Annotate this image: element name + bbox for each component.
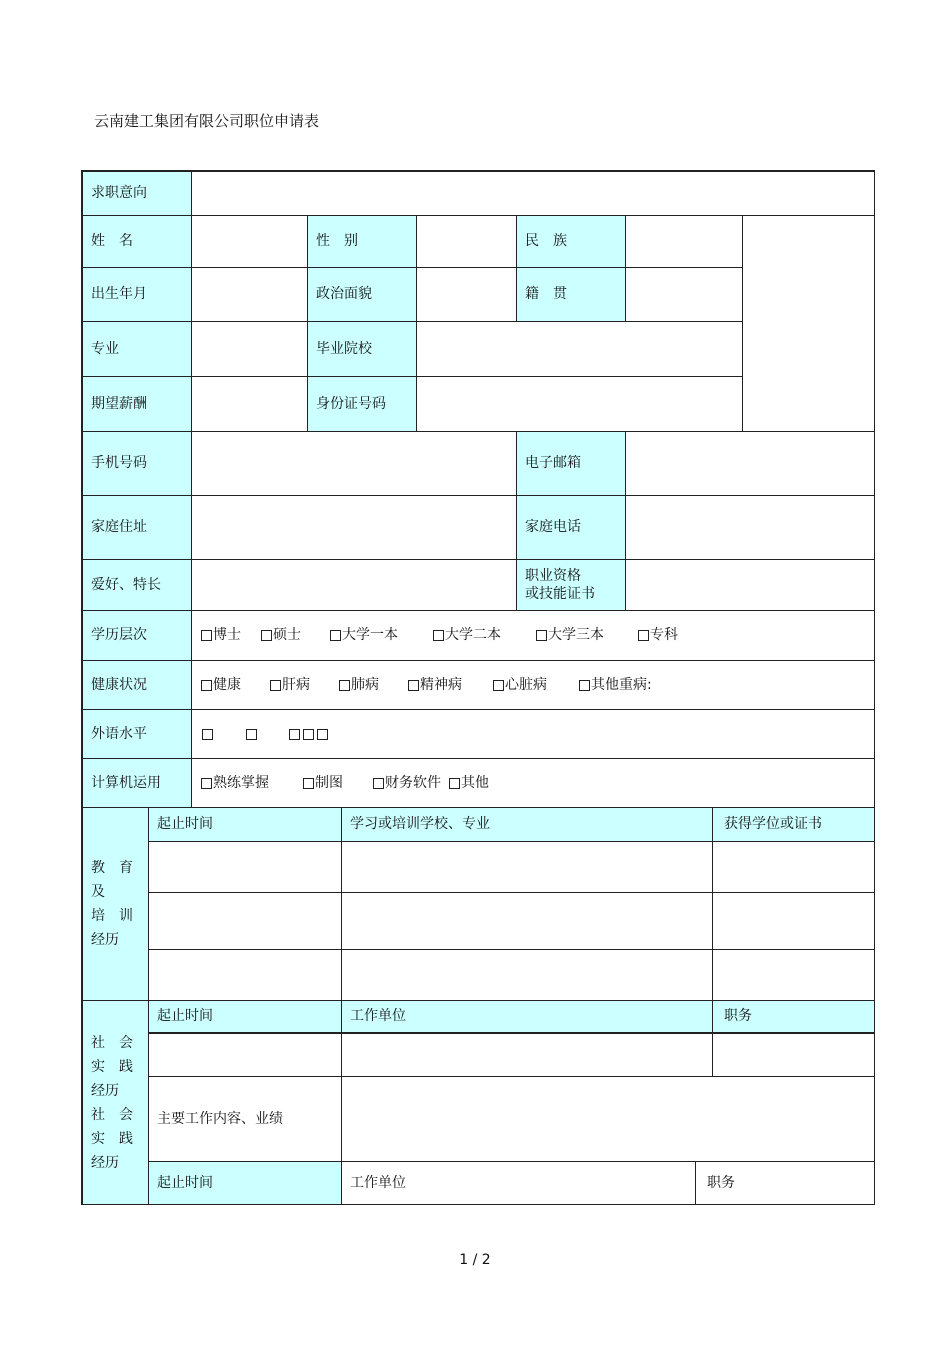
education-level-options	[191, 610, 875, 661]
salary-field[interactable]	[191, 376, 308, 432]
education-option-tier2[interactable]: 大学二本	[433, 626, 501, 644]
school-field[interactable]	[416, 321, 743, 377]
practice-row-1-position[interactable]	[712, 1033, 875, 1077]
health-option-lung[interactable]: 肺病	[339, 676, 379, 694]
edu-row-1-degree[interactable]	[712, 841, 875, 893]
edu-row-3-degree[interactable]	[712, 949, 875, 1001]
health-option-other[interactable]: 其他重病:	[579, 676, 652, 694]
id-number-label: 身份证号码	[307, 376, 417, 432]
checkbox-icon[interactable]	[289, 729, 300, 740]
education-section-label: 教 育 及 培 训 经历	[82, 807, 149, 1001]
education-option-tier3[interactable]: 大学三本	[536, 626, 604, 644]
home-phone-label: 家庭电话	[516, 495, 626, 560]
native-place-field[interactable]	[625, 267, 743, 322]
checkbox-icon[interactable]	[579, 680, 590, 691]
language-options	[191, 709, 875, 759]
computer-options	[191, 758, 875, 808]
practice-row-1-employer[interactable]	[341, 1033, 713, 1077]
gender-field[interactable]	[416, 215, 517, 268]
education-option-master[interactable]: 硕士	[261, 626, 301, 644]
practice-header2-period: 起止时间	[148, 1161, 342, 1205]
gender-label: 性 别	[307, 215, 417, 268]
checkbox-icon[interactable]	[536, 630, 547, 641]
politics-label: 政治面貌	[307, 267, 417, 322]
education-level-label: 学历层次	[82, 610, 192, 661]
language-label: 外语水平	[82, 709, 192, 759]
checkbox-icon[interactable]	[449, 778, 460, 789]
health-label: 健康状况	[82, 660, 192, 710]
practice-row-1-period[interactable]	[148, 1033, 342, 1077]
certificate-label-line1: 职业资格	[525, 567, 581, 584]
name-label: 姓 名	[82, 215, 192, 268]
checkbox-icon[interactable]	[201, 680, 212, 691]
salary-label: 期望薪酬	[82, 376, 192, 432]
photo-area[interactable]	[742, 215, 875, 432]
job-intent-label: 求职意向	[82, 171, 192, 216]
practice-header2-position: 职务	[695, 1161, 875, 1205]
checkbox-icon[interactable]	[270, 680, 281, 691]
document-title: 云南建工集团有限公司职位申请表	[94, 112, 320, 130]
home-phone-field[interactable]	[625, 495, 875, 560]
major-field[interactable]	[191, 321, 308, 377]
practice-header-employer: 工作单位	[341, 1000, 713, 1034]
certificate-label	[516, 559, 626, 611]
checkbox-icon[interactable]	[408, 680, 419, 691]
checkbox-icon[interactable]	[261, 630, 272, 641]
edu-header-period: 起止时间	[148, 807, 342, 842]
name-field[interactable]	[191, 215, 308, 268]
education-option-tier1[interactable]: 大学一本	[330, 626, 398, 644]
main-work-label: 主要工作内容、业绩	[148, 1076, 342, 1162]
edu-row-1-school[interactable]	[341, 841, 713, 893]
edu-header-degree: 获得学位或证书	[712, 807, 875, 842]
health-options	[191, 660, 875, 710]
health-option-heart[interactable]: 心脏病	[493, 676, 547, 694]
computer-option-finance[interactable]: 财务软件	[373, 774, 441, 792]
health-option-mental[interactable]: 精神病	[408, 676, 462, 694]
birth-label: 出生年月	[82, 267, 192, 322]
major-label: 专业	[82, 321, 192, 377]
checkbox-icon[interactable]	[201, 630, 212, 641]
practice-header-position: 职务	[712, 1000, 875, 1034]
checkbox-icon[interactable]	[317, 729, 328, 740]
practice-section-label: 社 会 实 践 经历 社 会 实 践 经历	[82, 1000, 149, 1205]
edu-row-2-degree[interactable]	[712, 892, 875, 950]
computer-option-other[interactable]: 其他	[449, 774, 489, 792]
hobbies-field[interactable]	[191, 559, 517, 611]
checkbox-icon[interactable]	[339, 680, 350, 691]
health-option-healthy[interactable]: 健康	[201, 676, 241, 694]
computer-option-drafting[interactable]: 制图	[303, 774, 343, 792]
job-intent-field[interactable]	[191, 171, 875, 216]
ethnicity-label: 民 族	[516, 215, 626, 268]
school-label: 毕业院校	[307, 321, 417, 377]
edu-row-2-school[interactable]	[341, 892, 713, 950]
checkbox-icon[interactable]	[433, 630, 444, 641]
email-field[interactable]	[625, 431, 875, 496]
birth-field[interactable]	[191, 267, 308, 322]
id-number-field[interactable]	[416, 376, 743, 432]
politics-field[interactable]	[416, 267, 517, 322]
computer-option-proficient[interactable]: 熟练掌握	[201, 774, 269, 792]
address-field[interactable]	[191, 495, 517, 560]
education-option-junior-college[interactable]: 专科	[638, 626, 678, 644]
page-number: 1 / 2	[459, 1252, 491, 1268]
checkbox-icon[interactable]	[303, 778, 314, 789]
checkbox-icon[interactable]	[201, 778, 212, 789]
checkbox-icon[interactable]	[638, 630, 649, 641]
ethnicity-field[interactable]	[625, 215, 743, 268]
mobile-label: 手机号码	[82, 431, 192, 496]
address-label: 家庭住址	[82, 495, 192, 560]
education-option-doctor[interactable]: 博士	[201, 626, 241, 644]
native-place-label: 籍 贯	[516, 267, 626, 322]
practice-header2-employer: 工作单位	[341, 1161, 696, 1205]
health-option-liver[interactable]: 肝病	[270, 676, 310, 694]
edu-row-3-period[interactable]	[148, 949, 342, 1001]
checkbox-icon[interactable]	[202, 729, 213, 740]
mobile-field[interactable]	[191, 431, 517, 496]
certificate-label-line2: 或技能证书	[525, 586, 595, 602]
checkbox-icon[interactable]	[330, 630, 341, 641]
edu-row-2-period[interactable]	[148, 892, 342, 950]
checkbox-icon[interactable]	[373, 778, 384, 789]
checkbox-icon[interactable]	[303, 729, 314, 740]
practice-header-period: 起止时间	[148, 1000, 342, 1034]
computer-label: 计算机运用	[82, 758, 192, 808]
edu-row-1-period[interactable]	[148, 841, 342, 893]
checkbox-icon[interactable]	[246, 729, 257, 740]
hobbies-label: 爱好、特长	[82, 559, 192, 611]
edu-row-3-school[interactable]	[341, 949, 713, 1001]
email-label: 电子邮箱	[516, 431, 626, 496]
certificate-field[interactable]	[625, 559, 875, 611]
checkbox-icon[interactable]	[493, 680, 504, 691]
main-work-field[interactable]	[341, 1076, 875, 1162]
edu-header-school: 学习或培训学校、专业	[341, 807, 713, 842]
